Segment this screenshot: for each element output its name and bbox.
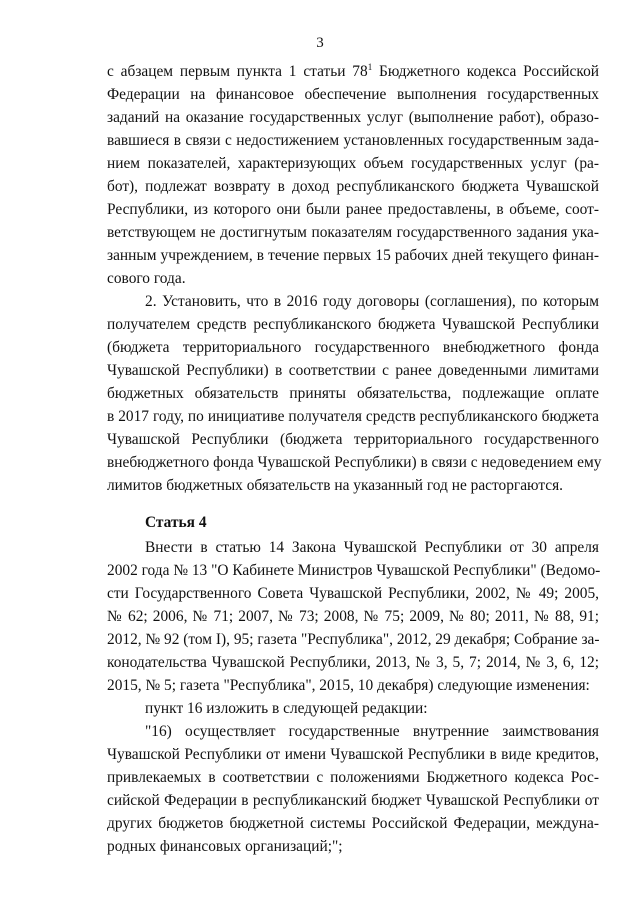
text-line: с абзацем первым пункта 1 статьи $78^1$ Бюджетного кодекса Российской [107, 62, 600, 80]
text-line: нием показателей, характеризующих объем государственных услуг (ра- [107, 155, 599, 172]
text-line: 2015, № 5; газета "Республика", 2015, 10 декабря) следующие изменения: [107, 677, 590, 694]
text-line: Федерации на финансовое обеспечение выполнения государственных [107, 86, 599, 103]
text-line: вавшиеся в связи с недостижением установленных государственным зада- [107, 132, 599, 149]
text-line: получателем средств республиканского бюджета Чувашской Республики [107, 316, 599, 333]
paragraph-4 [107, 697, 599, 720]
paragraph-2 [107, 290, 602, 497]
article-heading [107, 511, 599, 534]
text-line: (бюджета территориального государственного внебюджетного фонда [107, 339, 599, 356]
text-line: в 2017 году, по инициативе получателя средств республиканского бюджета [107, 408, 599, 425]
text-line: родных финансовых организаций;"; [107, 838, 343, 855]
text-line: Республики, из которого они были ранее предоставлены, в объеме, соот- [107, 201, 599, 218]
text-line: бот), подлежат возврату в доход республиканского бюджета Чувашской [107, 178, 599, 195]
text-line: заданий на оказание государственных услуг (выполнение работ), образо- [107, 109, 599, 126]
text-line: сийской Федерации в республиканский бюджет Чувашской Республики от [107, 792, 599, 809]
text-line: занным учреждением, в течение первых 15 рабочих дней текущего финан- [107, 247, 599, 264]
text-line: конодательства Чувашской Республики, 2013, № 3, 5, 7; 2014, № 3, 6, 12; [107, 654, 599, 671]
paragraph-continuation [107, 60, 599, 290]
text-line: 2002 года № 13 "О Кабинете Министров Чувашской Республики" (Ведомо- [107, 562, 601, 579]
text-line: Внести в статью 14 Закона Чувашской Республики от 30 апреля [145, 539, 599, 556]
paragraph-3 [107, 536, 599, 697]
text-line: бюджетных обязательств приняты обязательства, подлежащие оплате [107, 385, 599, 402]
superscript: 1 [367, 62, 373, 72]
text-line: пункт 16 изложить в следующей редакции: [145, 700, 428, 717]
text-line: других бюджетов бюджетной системы Российской Федерации, междуна- [107, 815, 599, 832]
text-line: сового года. [107, 270, 186, 287]
text-line: 2012, № 92 (том I), 95; газета "Республика", 2012, 29 декабря; Собрание за- [107, 631, 600, 648]
text-line: № 62; 2006, № 71; 2007, № 73; 2008, № 75; 2009, № 80; 2011, № 88, 91; [107, 608, 599, 625]
text-line: Чувашской Республики (бюджета территориального государственного [107, 431, 599, 448]
text-line: ветствующем не достигнутым показателям государственного задания ука- [107, 224, 599, 241]
text-line: Чувашской Республики от имени Чувашской Республики в виде кредитов, [107, 746, 599, 763]
text-line: 2. Установить, что в 2016 году договоры (соглашения), по которым [145, 293, 599, 310]
heading-text: Статья 4 [145, 514, 207, 531]
text-line: Чувашской Республики) в соответствии с ранее доведенными лимитами [107, 362, 599, 379]
text-line: "16) осуществляет государственные внутренние заимствования [145, 723, 599, 740]
text-line: внебюджетного фонда Чувашской Республики) в связи с недоведением ему [107, 454, 602, 471]
text-line: сти Государственного Совета Чувашской Республики, 2002, № 49; 2005, [107, 585, 599, 602]
text-line: лимитов бюджетных обязательств на указанный год не расторгаются. [107, 477, 564, 494]
paragraph-5 [107, 720, 599, 858]
text-line: привлекаемых в соответствии с положениями Бюджетного кодекса Рос- [107, 769, 599, 786]
page-number: 3 [316, 35, 324, 51]
